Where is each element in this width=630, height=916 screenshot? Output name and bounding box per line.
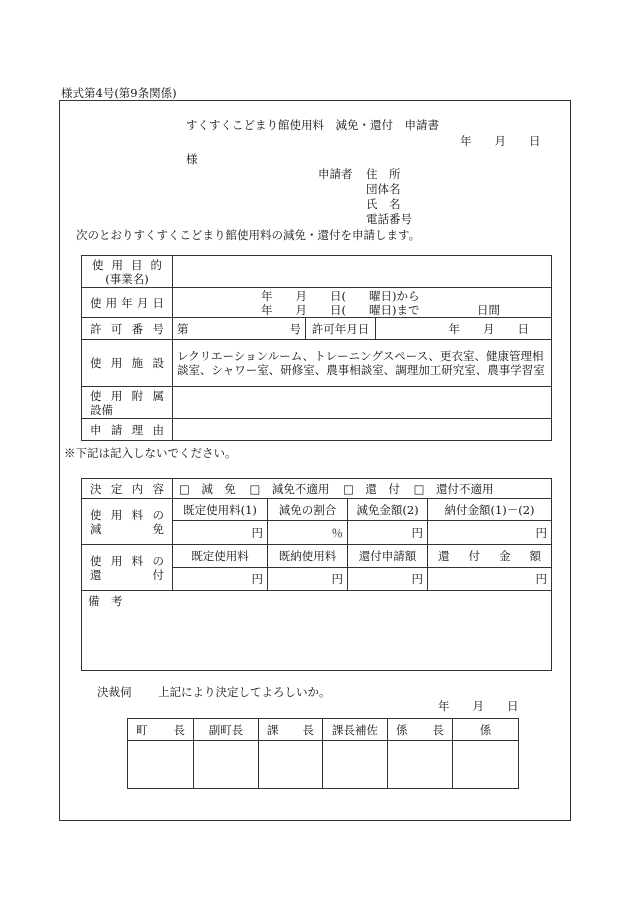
permit-number-field[interactable]: 第 号 bbox=[173, 318, 306, 340]
refund-cell[interactable]: 円 bbox=[268, 568, 348, 591]
applicant-address: 住 所 bbox=[366, 167, 401, 181]
reduction-header: 減免の割合 bbox=[268, 499, 348, 521]
approval-text: 上記により決定してよろしいか。 bbox=[158, 685, 331, 699]
equipment-field[interactable] bbox=[173, 387, 552, 419]
decision-options bbox=[173, 479, 552, 499]
intro-text: 次のとおりすくすくこどまり館使用料の減免・還付を申請します。 bbox=[76, 228, 421, 242]
permit-date-field[interactable]: 年 月 日 bbox=[376, 318, 552, 340]
option-refund-na[interactable]: □ 還付不適用 bbox=[413, 481, 494, 496]
role-staff: 係 bbox=[453, 719, 519, 741]
reason-field[interactable] bbox=[173, 419, 552, 441]
date-field[interactable]: 年 月 日( 曜日)から 年 月 日( 曜日)まで 日間 bbox=[173, 288, 552, 318]
role-mayor: 町 長 bbox=[128, 719, 194, 741]
date-label: 使用年月日 bbox=[82, 288, 173, 318]
role-deputy-mayor: 副町長 bbox=[194, 719, 259, 741]
approval-date: 年 月 日 bbox=[438, 699, 519, 713]
approval-table bbox=[127, 718, 519, 789]
reduction-cell[interactable]: 円 bbox=[348, 521, 428, 545]
reduction-header: 納付金額(1)－(2) bbox=[428, 499, 552, 521]
option-reduction-na[interactable]: □ 減免不適用 bbox=[249, 481, 330, 496]
stamp-box[interactable] bbox=[259, 741, 323, 789]
decision-label: 決定内容 bbox=[82, 479, 173, 499]
refund-header: 還付金額 bbox=[428, 545, 552, 568]
reason-label: 申請理由 bbox=[82, 419, 173, 441]
refund-header: 還付申請額 bbox=[348, 545, 428, 568]
applicant-name: 氏 名 bbox=[366, 197, 401, 211]
approval-label: 決裁伺 bbox=[97, 685, 132, 699]
option-refund[interactable]: □ 還 付 bbox=[343, 481, 400, 496]
reduction-header: 既定使用料(1) bbox=[173, 499, 268, 521]
remarks-field[interactable] bbox=[82, 591, 552, 671]
refund-cell[interactable]: 円 bbox=[173, 568, 268, 591]
applicant-label: 申請者 bbox=[318, 167, 353, 181]
role-subsection-chief: 係 長 bbox=[388, 719, 453, 741]
refund-label: 使用料の 還付 bbox=[82, 545, 173, 591]
form-number: 様式第4号(第9条関係) bbox=[61, 86, 177, 100]
form-title: すくすくこどまり館使用料 減免・還付 申請書 bbox=[186, 118, 439, 132]
facility-text: レクリエーションルーム、トレーニングスペース、更衣室、健康管理相談室、シャワー室、研修室、農事相談室、調理加工研究室、農事学習室 bbox=[173, 340, 552, 387]
stamp-box[interactable] bbox=[453, 741, 519, 789]
stamp-box[interactable] bbox=[323, 741, 388, 789]
equipment-label: 使用附属 設備 bbox=[82, 387, 173, 419]
permit-label: 許可番号 bbox=[82, 318, 173, 340]
stamp-box[interactable] bbox=[388, 741, 453, 789]
reduction-cell[interactable]: ％ bbox=[268, 521, 348, 545]
reduction-cell[interactable]: 円 bbox=[173, 521, 268, 545]
reduction-cell[interactable]: 円 bbox=[428, 521, 552, 545]
purpose-label: 使用目的 (事業名) bbox=[82, 256, 173, 288]
refund-header: 既定使用料 bbox=[173, 545, 268, 568]
role-assistant-chief: 課長補佐 bbox=[323, 719, 388, 741]
refund-cell[interactable]: 円 bbox=[428, 568, 552, 591]
note-text: ※下記は記入しないでください。 bbox=[64, 446, 237, 460]
applicant-org: 団体名 bbox=[366, 182, 401, 196]
facility-label: 使用施設 bbox=[82, 340, 173, 387]
refund-cell[interactable]: 円 bbox=[348, 568, 428, 591]
role-section-chief: 課 長 bbox=[259, 719, 323, 741]
addressee: 様 bbox=[186, 152, 198, 166]
purpose-field[interactable] bbox=[173, 256, 552, 288]
stamp-box[interactable] bbox=[128, 741, 194, 789]
stamp-box[interactable] bbox=[194, 741, 259, 789]
application-table bbox=[81, 255, 552, 441]
reduction-header: 減免金額(2) bbox=[348, 499, 428, 521]
remarks-label: 備 考 bbox=[88, 594, 123, 608]
reduction-label: 使用料の 減免 bbox=[82, 499, 173, 545]
option-reduction[interactable]: □ 減 免 bbox=[179, 481, 236, 496]
applicant-phone: 電話番号 bbox=[366, 212, 412, 226]
date-line: 年 月 日 bbox=[460, 134, 541, 148]
refund-header: 既納使用料 bbox=[268, 545, 348, 568]
decision-table bbox=[81, 478, 552, 671]
permit-date-label: 許可年月日 bbox=[306, 318, 376, 340]
